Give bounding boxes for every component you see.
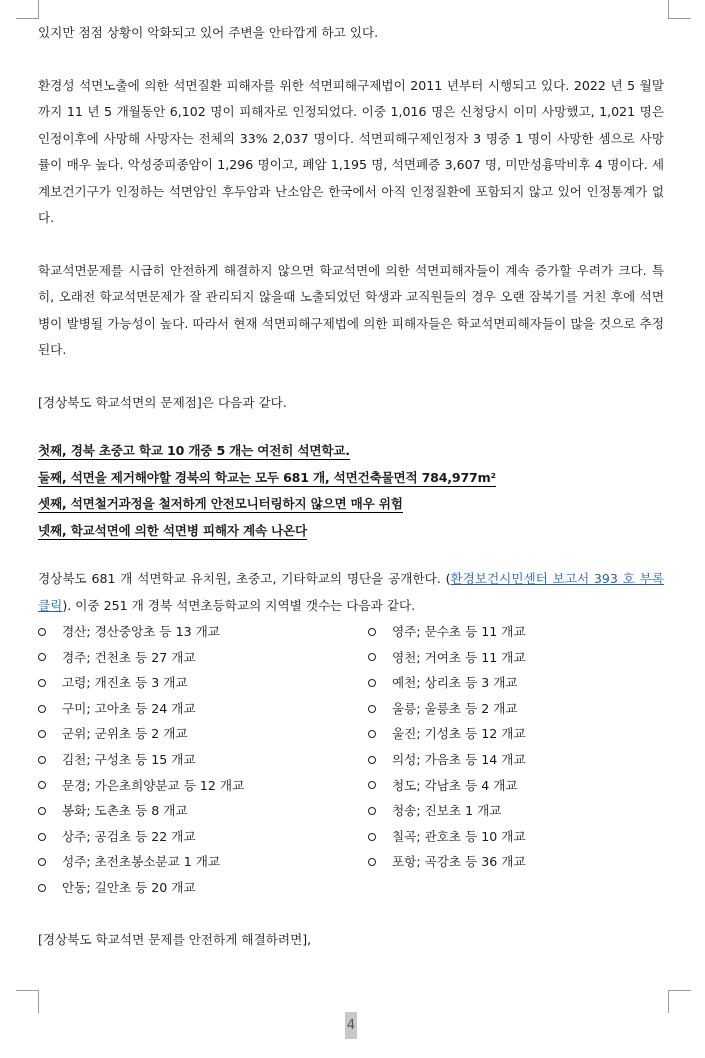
page-number: 4 xyxy=(345,1012,357,1039)
region-count-list xyxy=(38,619,664,901)
paragraph-school-list: 경상북도 681 개 석면학교 유치원, 초중고, 기타학교의 명단을 공개한다. (환경보건시민센터 보고서 393 호 부록 클릭). 이중 251 개 경북 석면초등학교의 지역별 갯수는 다음과 같다. xyxy=(38,571,664,613)
circle-bullet-icon xyxy=(368,653,376,661)
problem-item: 넷째, 학교석면에 의한 석면병 피해자 계속 나온다 xyxy=(38,522,308,538)
crop-mark-bottom-left xyxy=(16,990,39,1013)
list-item: 청송; 진보초 1 개교 xyxy=(368,798,664,824)
problems-intro: [경상북도 학교석면의 문제점]은 다음과 같다. xyxy=(38,394,287,410)
list-item: 문경; 가은초희양분교 등 12 개교 xyxy=(38,773,368,799)
list-item: 성주; 초전초봉소분교 1 개교 xyxy=(38,849,368,875)
circle-bullet-icon xyxy=(368,756,376,764)
list-item: 영주; 문수초 등 11 개교 xyxy=(368,619,664,645)
circle-bullet-icon xyxy=(38,756,46,764)
list-item: 안동; 길안초 등 20 개교 xyxy=(38,875,368,901)
list-item: 봉화; 도촌초 등 8 개교 xyxy=(38,798,368,824)
list-item: 군위; 군위초 등 2 개교 xyxy=(38,721,368,747)
crop-mark-bottom-right xyxy=(668,990,691,1013)
paragraph-relief-law: 환경성 석면노출에 의한 석면질환 피해자를 위한 석면피해구제법이 2011 년부터 시행되고 있다. 2022 년 5 월말까지 11 년 5 개월동안 6,102 명이 피해자로 인정되었다. 이중 1,016 명은 신청당시 이미 사망했고, 1,021 명은 인정이후에 사망해 사망자는 전체의 33% 2,037 명이다. 석면피해구제인정자 3 명중 1 명이 사망한 셈으로 사망률이 매우 높다. 악성중피종암이 1,296 명이고, 폐암 1,195 명, 석면폐증 3,607 명, 미만성흉막비후 4 명이다. 세계보건기구가 인정하는 석면암인 후두암과 난소암은 한국에서 아직 인정질환에 포함되지 않고 있어 인정통계가 없다. xyxy=(38,77,664,225)
top-line: 있지만 점점 상황이 악화되고 있어 주변을 안타깝게 하고 있다. xyxy=(38,25,379,40)
problem-list xyxy=(38,438,664,544)
list-item: 울릉; 울릉초 등 2 개교 xyxy=(368,696,664,722)
region-list-right xyxy=(368,619,664,901)
list-item: 포항; 곡강초 등 36 개교 xyxy=(368,849,664,875)
circle-bullet-icon xyxy=(38,781,46,789)
circle-bullet-icon xyxy=(368,833,376,841)
circle-bullet-icon xyxy=(38,705,46,713)
region-list-left xyxy=(38,619,368,901)
paragraph-school-asbestos: 학교석면문제를 시급히 안전하게 해결하지 않으면 학교석면에 의한 석면피해자들이 계속 증가할 우려가 크다. 특히, 오래전 학교석면문제가 잘 관리되지 않을때 노출되었던 학생과 교직원들의 경우 오랜 잠복기를 거친 후에 석면병이 발병될 가능성이 높다. 따라서 현재 석면피해구제법에 의한 피해자들은 학교석면피해자들이 많을 것으로 추정된다. xyxy=(38,262,664,357)
circle-bullet-icon xyxy=(38,833,46,841)
list-item: 김천; 구성초 등 15 개교 xyxy=(38,747,368,773)
circle-bullet-icon xyxy=(38,653,46,661)
circle-bullet-icon xyxy=(368,705,376,713)
list-item: 구미; 고아초 등 24 개교 xyxy=(38,696,368,722)
document-body xyxy=(38,20,664,953)
report-appendix-link[interactable]: 환경보건시민센터 보고서 393 호 부록 클릭 xyxy=(38,571,664,613)
list-item: 경산; 경산중앙초 등 13 개교 xyxy=(38,619,368,645)
list-item: 의성; 가음초 등 14 개교 xyxy=(368,747,664,773)
circle-bullet-icon xyxy=(38,884,46,892)
list-item: 청도; 각남초 등 4 개교 xyxy=(368,773,664,799)
list-item: 영천; 거여초 등 11 개교 xyxy=(368,645,664,671)
circle-bullet-icon xyxy=(368,781,376,789)
circle-bullet-icon xyxy=(38,679,46,687)
problem-item: 첫째, 경북 초중고 학교 10 개중 5 개는 여전히 석면학교. xyxy=(38,443,350,458)
problem-item: 셋째, 석면철거과정을 철저하게 안전모니터링하지 않으면 매우 위험 xyxy=(38,496,403,511)
problem-item: 둘째, 석면을 제거해야할 경북의 학교는 모두 681 개, 석면건축물면적 784,977m² xyxy=(38,469,496,485)
circle-bullet-icon xyxy=(368,858,376,866)
closing-heading: [경상북도 학교석면 문제를 안전하게 해결하려면], xyxy=(38,931,312,947)
circle-bullet-icon xyxy=(38,628,46,636)
circle-bullet-icon xyxy=(38,730,46,738)
list-item: 경주; 건천초 등 27 개교 xyxy=(38,645,368,671)
list-item: 예천; 상리초 등 3 개교 xyxy=(368,670,664,696)
circle-bullet-icon xyxy=(368,628,376,636)
list-item: 울진; 기성초 등 12 개교 xyxy=(368,721,664,747)
circle-bullet-icon xyxy=(368,679,376,687)
circle-bullet-icon xyxy=(368,730,376,738)
crop-mark-top-left xyxy=(16,0,39,19)
circle-bullet-icon xyxy=(38,858,46,866)
circle-bullet-icon xyxy=(38,807,46,815)
list-item: 고령; 개진초 등 3 개교 xyxy=(38,670,368,696)
circle-bullet-icon xyxy=(368,807,376,815)
list-item: 상주; 공검초 등 22 개교 xyxy=(38,824,368,850)
list-item: 칠곡; 관호초 등 10 개교 xyxy=(368,824,664,850)
crop-mark-top-right xyxy=(668,0,691,19)
